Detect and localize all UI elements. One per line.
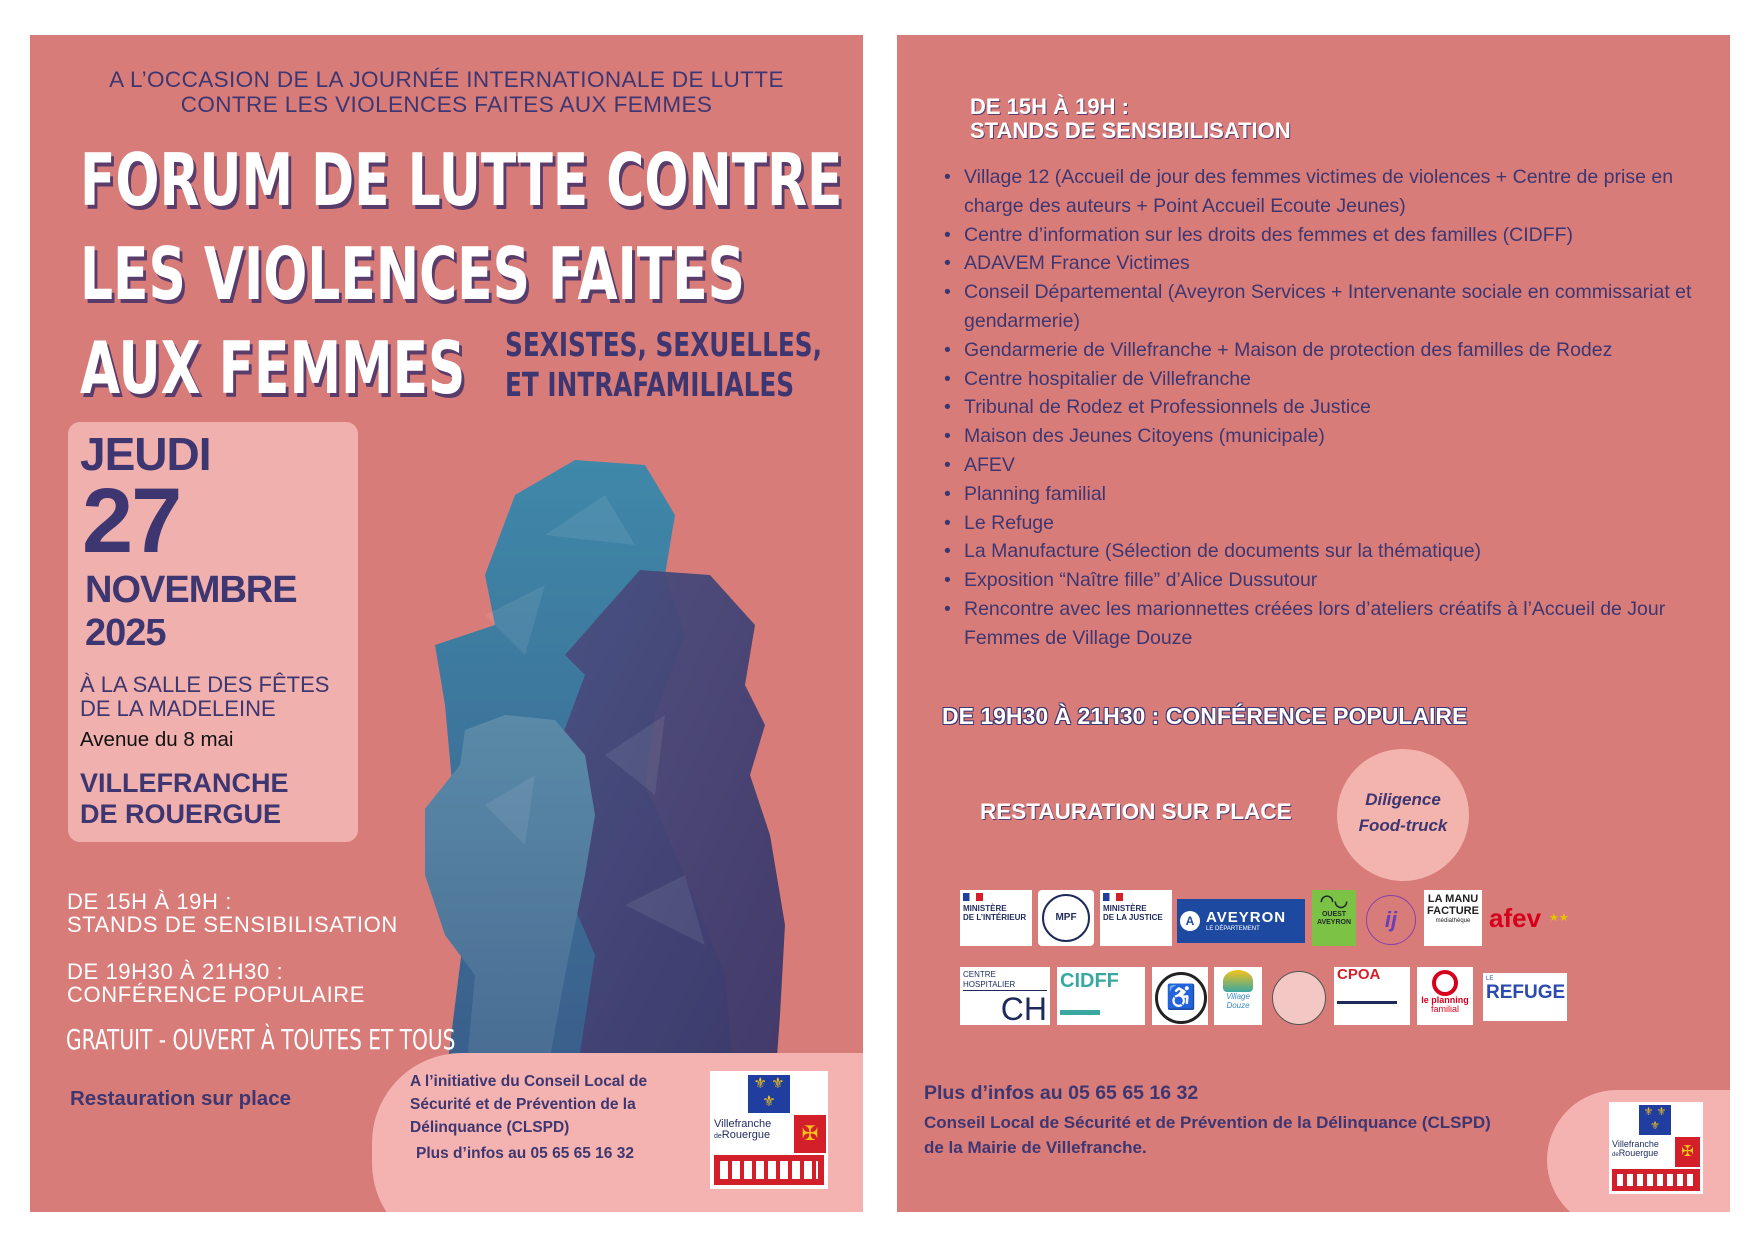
- fleur-de-lis-icon: ⚜ ⚜ ⚜: [1639, 1105, 1671, 1135]
- french-flag-icon: [1103, 893, 1123, 901]
- justice-line-1: MINISTÈRE: [1103, 904, 1147, 913]
- conference-time: DE 19H30 À 21H30 :: [67, 959, 284, 984]
- cpoa-logo: [1334, 967, 1410, 1025]
- initiative-text: A l’initiative du Conseil Local de Sécurité et de Prévention de la Délinquance (CLSPD): [410, 1073, 648, 1136]
- fleur-de-lis-icon: ⚜ ⚜ ⚜: [748, 1075, 790, 1113]
- mpf-logo: [1038, 890, 1094, 946]
- venue-line-1: À LA SALLE DES FÊTES: [80, 672, 330, 697]
- title-line-3: AUX FEMMES: [80, 326, 466, 410]
- aveyron-a-icon: A: [1180, 911, 1200, 931]
- ministere-justice-logo: [1100, 890, 1172, 946]
- clspd-text: [924, 1110, 1491, 1160]
- info-phone: Plus d’infos au 05 65 65 16 32: [416, 1145, 634, 1162]
- conference-heading: DE 19H30 À 21H30 : CONFÉRENCE POPULAIRE: [942, 703, 1468, 729]
- stand-list-item: • Maison des Jeunes Citoyens (municipale): [942, 422, 1712, 451]
- planning-swirl-icon: [1432, 970, 1458, 996]
- event-month: NOVEMBRE: [85, 569, 297, 611]
- crest-town-line-1: Villefranche: [714, 1118, 772, 1130]
- stand-list-item: • Exposition “Naître fille” d’Alice Dussutour: [942, 566, 1712, 595]
- village-sun-icon: [1223, 970, 1253, 992]
- city-line-2: DE ROUERGUE: [80, 799, 282, 829]
- cidff-bar: [1060, 1010, 1100, 1015]
- subtitle: [505, 325, 822, 405]
- event-month-year: [85, 569, 297, 655]
- event-day: 27: [82, 470, 181, 572]
- catering-heading: RESTAURATION SUR PLACE: [980, 799, 1292, 824]
- crest-right-line-1: Villefranche: [1612, 1139, 1659, 1149]
- flyer-front: [30, 35, 863, 1212]
- person-icon: ♿: [1155, 972, 1207, 1024]
- info-phone-right: Plus d’infos au 05 65 65 16 32: [924, 1082, 1199, 1104]
- le-refuge-logo: [1483, 973, 1567, 1021]
- stands-title: [970, 95, 1291, 143]
- occitan-cross-icon: ✠: [794, 1115, 826, 1153]
- ouest-line-1: OUEST: [1321, 911, 1347, 918]
- venue: [80, 673, 329, 721]
- hopital-line-1: CENTRE HOSPITALIER: [963, 970, 1047, 991]
- subtitle-line-1: SEXISTES, SEXUELLES,: [505, 325, 822, 364]
- mpf-text: MPF: [1042, 894, 1090, 942]
- clspd-line-1: Conseil Local de Sécurité et de Prévention de la Délinquance (CLSPD): [924, 1113, 1491, 1132]
- manufacture-line-3: médiathèque: [1435, 918, 1471, 924]
- crest-town-line-3: Rouergue: [721, 1129, 771, 1141]
- occitan-cross-icon: ✠: [1675, 1137, 1700, 1167]
- planning-line-2: familial: [1430, 1004, 1459, 1014]
- stand-list-item: • La Manufacture (Sélection de documents sur la thématique): [942, 537, 1712, 566]
- conference-schedule: [67, 960, 365, 1006]
- stand-list-item: • Conseil Départemental (Aveyron Services + Intervenante sociale en commissariat et gendarmerie): [942, 278, 1712, 336]
- hopital-ch-text: CH: [1000, 991, 1047, 1025]
- stands-title-line-1: DE 15H À 19H :: [970, 94, 1129, 119]
- title-line-2: LES VIOLENCES FAITES: [80, 232, 745, 316]
- crest-town-line-2: de: [714, 1133, 722, 1140]
- stand-list-item: • Gendarmerie de Villefranche + Maison de protection des familles de Rodez: [942, 336, 1712, 365]
- ouest-aveyron-icon: ◠◡: [1320, 893, 1348, 910]
- cidff-text: CIDFF: [1060, 970, 1119, 992]
- pictogram-circle-logo: [1152, 967, 1208, 1025]
- city-line-1: VILLEFRANCHE: [80, 768, 289, 798]
- refuge-line-1: LE: [1486, 976, 1494, 982]
- title-line-1: FORUM DE LUTTE CONTRE: [80, 138, 843, 222]
- occasion-heading: [30, 67, 863, 117]
- venue-street: Avenue du 8 mai: [80, 728, 234, 751]
- stands-schedule: [67, 890, 398, 936]
- foodtruck-line-1: Diligence: [1365, 790, 1441, 809]
- afev-logo: afev: [1489, 903, 1542, 933]
- catering-notice: Restauration sur place: [70, 1087, 292, 1110]
- interieur-line-2: DE L’INTÉRIEUR: [963, 913, 1027, 922]
- villefranche-crest-logo-right: [1609, 1102, 1703, 1194]
- event-year: 2025: [85, 612, 166, 654]
- stands-list: [942, 163, 1712, 653]
- villefranche-crest-logo: [710, 1071, 828, 1189]
- french-flag-icon: [963, 893, 983, 901]
- foodtruck-line-2: Food-truck: [1358, 816, 1448, 835]
- women-silhouettes-illustration: [425, 455, 855, 1085]
- occasion-line-2: CONTRE LES VIOLENCES FAITES AUX FEMMES: [180, 92, 713, 117]
- cidff-logo: [1057, 967, 1145, 1025]
- ouest-aveyron-logo: [1312, 890, 1356, 946]
- foodtruck-name: [1337, 787, 1469, 839]
- stand-list-item: • Centre d’information sur les droits des femmes et des familles (CIDFF): [942, 221, 1712, 250]
- aveyron-subtext: LE DÉPARTEMENT: [1206, 925, 1260, 932]
- stands-time: DE 15H À 19H :: [67, 889, 232, 914]
- aveyron-text: AVEYRON: [1206, 908, 1287, 926]
- manufacture-line-1: LA MANU: [1427, 893, 1479, 905]
- afev-stars-icon: ★★: [1549, 912, 1569, 924]
- crest-town-name: [714, 1119, 771, 1142]
- ij-icon: ij: [1366, 895, 1416, 945]
- cpoa-bar: [1337, 1001, 1397, 1004]
- village-douze-logo: [1214, 967, 1262, 1025]
- manufacture-line-2: FACTURE: [1427, 905, 1479, 917]
- centre-hospitalier-logo: [960, 967, 1050, 1025]
- occasion-line-1: A L’OCCASION DE LA JOURNÉE INTERNATIONALE DE LUTTE: [109, 67, 784, 92]
- aveyron-departement-logo: [1177, 899, 1305, 943]
- venue-city: [80, 768, 289, 830]
- subtitle-line-2: ET INTRAFAMILIALES: [505, 365, 795, 404]
- stands-title-line-2: STANDS DE SENSIBILISATION: [970, 118, 1291, 143]
- justice-line-2: DE LA JUSTICE: [1103, 913, 1163, 922]
- ouest-line-2: AVEYRON: [1316, 919, 1352, 926]
- crest-right-line-2: de: [1612, 1152, 1619, 1158]
- crest-town-name-right: [1612, 1140, 1659, 1160]
- stand-list-item: • Le Refuge: [942, 509, 1712, 538]
- crest-right-line-3: Rouergue: [1618, 1148, 1659, 1158]
- association-emblem-icon: [1272, 971, 1326, 1025]
- ij-circle-logo: [1363, 890, 1419, 946]
- planning-line-1: le planning: [1421, 995, 1469, 1005]
- flyer-back: [897, 35, 1730, 1212]
- planning-familial-logo: [1417, 967, 1473, 1025]
- douze-line-2: Douze: [1226, 1001, 1250, 1010]
- stand-list-item: • Rencontre avec les marionnettes créées lors d’ateliers créatifs à l’Accueil de Jour Femmes de Village Douze: [942, 595, 1712, 653]
- conference-label: CONFÉRENCE POPULAIRE: [67, 982, 366, 1007]
- la-manufacture-logo: [1424, 890, 1482, 946]
- event-weekday: JEUDI: [80, 428, 211, 480]
- free-entry-notice: GRATUIT - OUVERT À TOUTES ET TOUS: [66, 1023, 456, 1056]
- stand-list-item: • ADAVEM France Victimes: [942, 249, 1712, 278]
- stand-list-item: • Planning familial: [942, 480, 1712, 509]
- stand-list-item: • Centre hospitalier de Villefranche: [942, 365, 1712, 394]
- stand-list-item: • Tribunal de Rodez et Professionnels de Justice: [942, 393, 1712, 422]
- stand-list-item: • Village 12 (Accueil de jour des femmes victimes de violences + Centre de prise en charge des auteurs + Point Accueil Ecoute Jeunes): [942, 163, 1712, 221]
- douze-line-1: Village: [1226, 992, 1250, 1001]
- ministere-interieur-logo: [960, 890, 1032, 946]
- stand-list-item: • AFEV: [942, 451, 1712, 480]
- association-circle-logo: [1269, 967, 1327, 1025]
- castle-wall-icon: [714, 1155, 824, 1185]
- castle-wall-icon: [1612, 1169, 1700, 1191]
- venue-line-2: DE LA MADELEINE: [80, 696, 276, 721]
- cpoa-text: CPOA: [1337, 967, 1381, 983]
- refuge-line-2: REFUGE: [1486, 982, 1566, 1003]
- interieur-line-1: MINISTÈRE: [963, 904, 1007, 913]
- clspd-line-2: de la Mairie de Villefranche.: [924, 1138, 1147, 1157]
- stands-label: STANDS DE SENSIBILISATION: [67, 912, 398, 937]
